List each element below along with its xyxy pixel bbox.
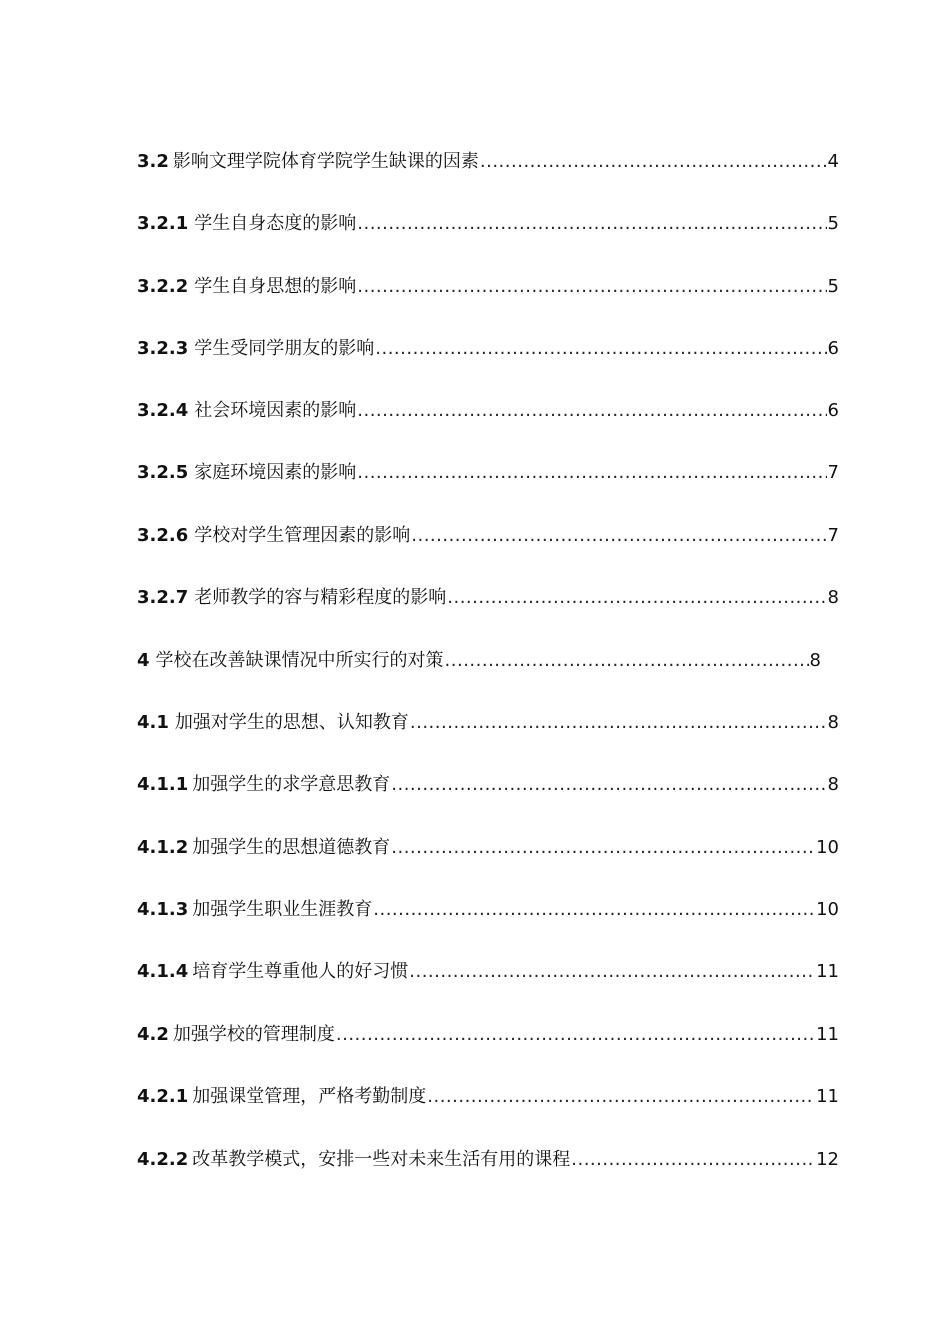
dot-leader bbox=[445, 648, 809, 674]
dot-leader bbox=[357, 211, 826, 237]
toc-entry-title: 学校在改善缺课情况中所实行的对策 bbox=[155, 650, 444, 671]
toc-entry-page: 5 bbox=[827, 276, 839, 297]
toc-entry-number: 4.2.1 bbox=[137, 1086, 189, 1107]
toc-entry[interactable] bbox=[137, 897, 839, 923]
toc-entry-page: 8 bbox=[827, 712, 839, 733]
toc-entry-number: 4 bbox=[137, 650, 150, 671]
toc-entry-page: 8 bbox=[809, 650, 821, 671]
toc-entry[interactable] bbox=[137, 648, 821, 674]
toc-entry-page: 11 bbox=[816, 961, 839, 982]
toc-entry-number: 4.1.3 bbox=[137, 899, 189, 920]
toc-entry[interactable] bbox=[137, 211, 839, 237]
toc-entry[interactable] bbox=[137, 959, 839, 985]
toc-entry-page: 7 bbox=[827, 462, 839, 483]
toc-entry-number: 3.2.7 bbox=[137, 587, 189, 608]
toc-entry-page: 10 bbox=[816, 899, 839, 920]
toc-entry-page: 4 bbox=[827, 151, 839, 172]
dot-leader bbox=[410, 710, 827, 736]
toc-entry-number: 3.2 bbox=[137, 151, 169, 172]
toc-entry-title: 学校对学生管理因素的影响 bbox=[194, 525, 411, 546]
dot-leader bbox=[427, 1084, 815, 1110]
toc-entry[interactable] bbox=[137, 710, 839, 736]
toc-entry-title: 加强对学生的思想、认知教育 bbox=[174, 712, 409, 733]
toc-entry-page: 6 bbox=[827, 400, 839, 421]
toc-entry-number: 3.2.3 bbox=[137, 338, 189, 359]
dot-leader bbox=[373, 897, 815, 923]
toc-entry-title: 加强学生职业生涯教育 bbox=[192, 899, 373, 920]
toc-entry-page: 11 bbox=[816, 1024, 839, 1045]
toc-entry-number: 4.2.2 bbox=[137, 1149, 189, 1170]
toc-entry-title: 学生受同学朋友的影响 bbox=[194, 338, 375, 359]
dot-leader bbox=[571, 1147, 815, 1173]
dot-leader bbox=[480, 149, 827, 175]
dot-leader bbox=[447, 585, 826, 611]
toc-entry[interactable] bbox=[137, 398, 839, 424]
toc-entry-title: 老师教学的容与精彩程度的影响 bbox=[194, 587, 447, 608]
toc-entry[interactable] bbox=[137, 336, 839, 362]
toc-entry-title: 社会环境因素的影响 bbox=[194, 400, 357, 421]
toc-entry-number: 3.2.1 bbox=[137, 213, 189, 234]
toc-entry-page: 11 bbox=[816, 1086, 839, 1107]
toc-entry-number: 3.2.5 bbox=[137, 462, 189, 483]
toc-entry-number: 3.2.6 bbox=[137, 525, 189, 546]
toc-entry-number: 4.1.4 bbox=[137, 961, 189, 982]
toc-entry-page: 10 bbox=[816, 837, 839, 858]
toc-entry[interactable] bbox=[137, 274, 839, 300]
toc-entry-title: 加强学校的管理制度 bbox=[172, 1024, 335, 1045]
toc-entry-title: 加强课堂管理，严格考勤制度 bbox=[192, 1086, 427, 1107]
toc-entry-page: 12 bbox=[816, 1149, 839, 1170]
toc-entry-page: 6 bbox=[827, 338, 839, 359]
toc-entry-page: 8 bbox=[827, 587, 839, 608]
dot-leader bbox=[391, 772, 826, 798]
toc-entry-number: 3.2.2 bbox=[137, 276, 189, 297]
toc-entry-title: 家庭环境因素的影响 bbox=[194, 462, 357, 483]
dot-leader bbox=[375, 336, 826, 362]
toc-entry[interactable] bbox=[137, 1084, 839, 1110]
toc-entry-number: 4.1 bbox=[137, 712, 169, 733]
toc-entry[interactable] bbox=[137, 1147, 839, 1173]
toc-entry-page: 5 bbox=[827, 213, 839, 234]
dot-leader bbox=[411, 523, 826, 549]
toc-entry[interactable] bbox=[137, 1022, 839, 1048]
toc-entry-title: 改革教学模式，安排一些对未来生活有用的课程 bbox=[192, 1149, 571, 1170]
toc-entry-title: 培育学生尊重他人的好习惯 bbox=[192, 961, 409, 982]
toc-entry[interactable] bbox=[137, 460, 839, 486]
toc-entry[interactable] bbox=[137, 585, 839, 611]
toc-entry-number: 4.1.1 bbox=[137, 774, 189, 795]
toc-entry-page: 7 bbox=[827, 525, 839, 546]
toc-entry-title: 影响文理学院体育学院学生缺课的因素 bbox=[172, 151, 479, 172]
dot-leader bbox=[336, 1022, 815, 1048]
toc-entry-title: 学生自身态度的影响 bbox=[194, 213, 357, 234]
toc-entry[interactable] bbox=[137, 772, 839, 798]
toc-entry-number: 3.2.4 bbox=[137, 400, 189, 421]
toc-entry-number: 4.2 bbox=[137, 1024, 169, 1045]
toc-entry-number: 4.1.2 bbox=[137, 837, 189, 858]
toc-entry[interactable] bbox=[137, 835, 839, 861]
dot-leader bbox=[357, 460, 826, 486]
toc-entry-title: 学生自身思想的影响 bbox=[194, 276, 357, 297]
toc-entry-title: 加强学生的思想道德教育 bbox=[192, 837, 391, 858]
toc-entry-title: 加强学生的求学意思教育 bbox=[192, 774, 391, 795]
toc-entry[interactable] bbox=[137, 523, 839, 549]
dot-leader bbox=[357, 274, 826, 300]
toc-entry-page: 8 bbox=[827, 774, 839, 795]
dot-leader bbox=[409, 959, 815, 985]
dot-leader bbox=[391, 835, 815, 861]
toc-entry[interactable] bbox=[137, 149, 839, 175]
dot-leader bbox=[357, 398, 826, 424]
